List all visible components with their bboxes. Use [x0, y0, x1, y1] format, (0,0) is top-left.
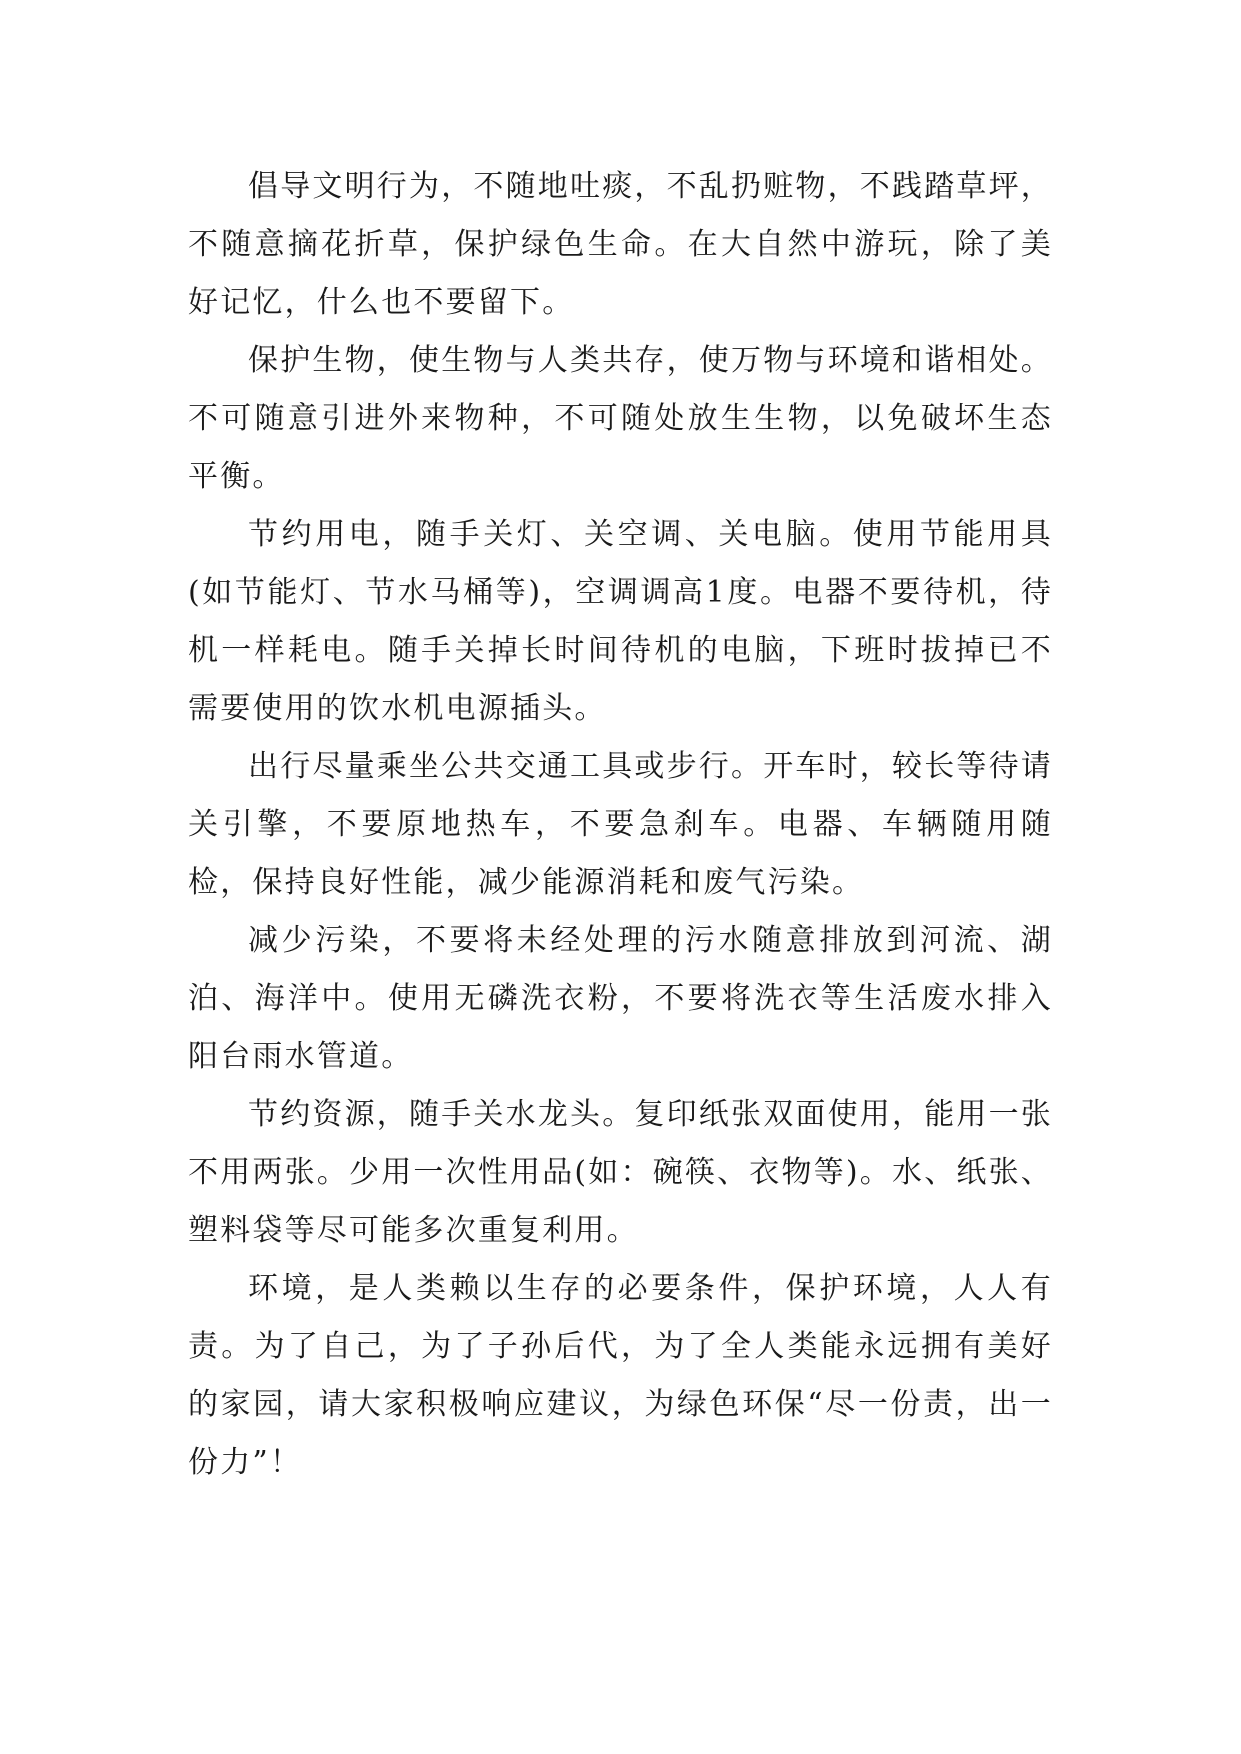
paragraph-green-travel: 出行尽量乘坐公共交通工具或步行。开车时，较长等待请关引擎，不要原地热车，不要急刹车。电器、车辆随用随检，保持良好性能，减少能源消耗和废气污染。	[188, 749, 1053, 900]
document-body	[188, 158, 1053, 1492]
paragraph-civilized-behavior: 倡导文明行为，不随地吐痰，不乱扔赃物，不践踏草坪，不随意摘花折草，保护绿色生命。在大自然中游玩，除了美好记忆，什么也不要留下。	[188, 169, 1053, 320]
paragraph-save-electricity: 节约用电，随手关灯、关空调、关电脑。使用节能用具(如节能灯、节水马桶等)，空调调高1度。电器不要待机，待机一样耗电。随手关掉长时间待机的电脑，下班时拔掉已不需要使用的饮水机电源插头。	[188, 517, 1053, 726]
paragraph-save-resources: 节约资源，随手关水龙头。复印纸张双面使用，能用一张不用两张。少用一次性用品(如：碗筷、衣物等)。水、纸张、塑料袋等尽可能多次重复利用。	[188, 1097, 1054, 1248]
paragraph-protect-biology: 保护生物，使生物与人类共存，使万物与环境和谐相处。不可随意引进外来物种，不可随处放生生物，以免破坏生态平衡。	[188, 343, 1053, 494]
paragraph-closing-appeal: 环境，是人类赖以生存的必要条件，保护环境，人人有责。为了自己，为了子孙后代，为了全人类能永远拥有美好的家园，请大家积极响应建议，为绿色环保“尽一份责，出一份力”！	[188, 1271, 1053, 1480]
paragraph-reduce-pollution: 减少污染，不要将未经处理的污水随意排放到河流、湖泊、海洋中。使用无磷洗衣粉，不要将洗衣等生活废水排入阳台雨水管道。	[188, 923, 1053, 1074]
